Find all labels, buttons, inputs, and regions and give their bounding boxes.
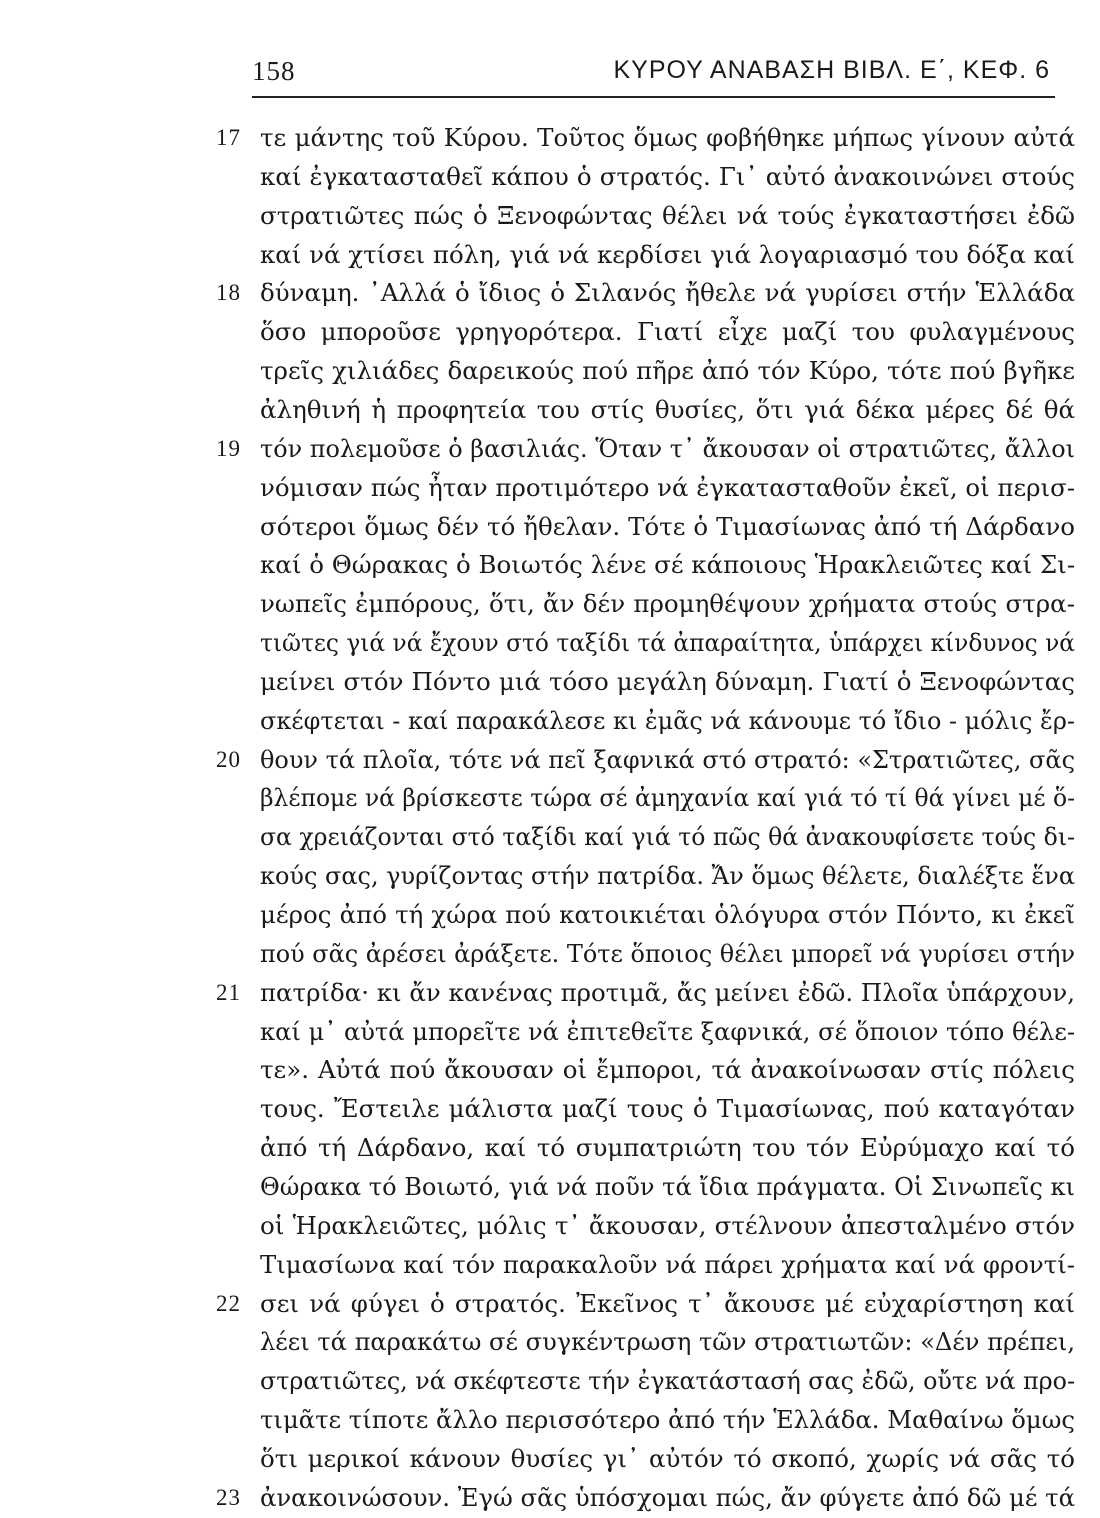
text-line-content: Θώρακα τό Βοιωτό, γιά νά ποῦν τά ἴδια πράγματα. Οἱ Σινωπεῖς κι — [260, 1171, 1075, 1201]
text-line — [260, 1400, 1075, 1440]
text-line — [260, 1089, 1075, 1129]
text-line — [260, 740, 1075, 780]
text-line-content: τρεῖς χιλιάδες δαρεικούς πού πῆρε ἀπό τόν Κύρο, τότε πού βγῆκε — [260, 356, 1075, 386]
running-head: ΚΥΡΟΥ ΑΝΑΒΑΣΗ ΒΙΒΛ. Ε΄, ΚΕΦ. 6 — [613, 56, 1050, 84]
text-line-content: ἀνακοινώσουν. Ἐγώ σᾶς ὑπόσχομαι πώς, ἄν φύγετε ἀπό δῶ μέ τά — [260, 1482, 1075, 1512]
text-line-content: Τιμασίωνα καί τόν παρακαλοῦν νά πάρει χρήματα καί νά φροντί- — [260, 1249, 1075, 1279]
text-line-content: ὅσο μποροῦσε γρηγορότερα. Γιατί εἶχε μαζί του φυλαγμένους — [260, 317, 1075, 347]
text-line — [260, 468, 1075, 508]
text-line-content: ὅτι μερικοί κάνουν θυσίες γι᾽ αὐτόν τό σκοπό, χωρίς νά σᾶς τό — [260, 1443, 1075, 1473]
text-line — [260, 1050, 1075, 1090]
text-line — [260, 934, 1075, 974]
text-line — [260, 118, 1075, 158]
text-line — [260, 623, 1075, 663]
text-line-content: νωπεῖς ἐμπόρους, ὅτι, ἄν δέν προμηθέψουν χρήματα στούς στρα- — [260, 589, 1075, 619]
text-line — [260, 973, 1075, 1013]
text-line-content: τε μάντης τοῦ Κύρου. Τοῦτος ὅμως φοβήθηκε μήπως γίνουν αὐτά — [260, 123, 1075, 152]
text-line-content: στρατιῶτες, νά σκέφτεστε τήν ἐγκατάστασή σας ἐδῶ, οὔτε νά προ- — [260, 1366, 1075, 1396]
text-line-content: στρατιῶτες πώς ὁ Ξενοφώντας θέλει νά τούς ἐγκαταστήσει ἐδῶ — [260, 200, 1075, 230]
text-line — [260, 545, 1075, 585]
text-line — [260, 817, 1075, 857]
text-line — [260, 1206, 1075, 1246]
text-line — [260, 429, 1075, 469]
text-line-content: νόμισαν πώς ἦταν προτιμότερο νά ἐγκατασταθοῦν ἐκεῖ, οἱ περισ- — [260, 472, 1075, 502]
text-line — [260, 1322, 1075, 1362]
text-line-content: βλέπομε νά βρίσκεστε τώρα σέ ἀμηχανία καί γιά τό τί θά γίνει μέ ὅ- — [260, 783, 1075, 813]
text-line — [260, 1012, 1075, 1052]
text-line-content: κούς σας, γυρίζοντας στήν πατρίδα. Ἄν ὅμως θέλετε, διαλέξτε ἕνα — [260, 861, 1075, 891]
text-line-content: καί μ᾽ αὐτά μπορεῖτε νά ἐπιτεθεῖτε ξαφνικά, σέ ὅποιον τόπο θέλε- — [260, 1016, 1075, 1046]
text-line — [260, 312, 1075, 352]
text-line — [260, 351, 1075, 391]
text-line-content: πού σᾶς ἀρέσει ἀράξετε. Τότε ὅποιος θέλει μπορεῖ νά γυρίσει στήν — [260, 938, 1075, 968]
text-line-content: οἱ Ἡρακλειῶτες, μόλις τ᾽ ἄκουσαν, στέλνουν ἀπεσταλμένο στόν — [260, 1210, 1075, 1240]
text-line-content: δύναμη. ᾿Αλλά ὁ ἴδιος ὁ Σιλανός ἤθελε νά γυρίσει στήν Ἑλλάδα — [260, 278, 1075, 308]
text-line — [260, 701, 1075, 741]
text-line-content: καί νά χτίσει πόλη, γιά νά κερδίσει γιά λογαριασμό του δόξα καί — [260, 239, 1075, 269]
text-line-content: τους. Ἔστειλε μάλιστα μαζί τους ὁ Τιμασίωνας, πού καταγόταν — [260, 1094, 1075, 1124]
section-number: 19 — [216, 435, 241, 461]
section-number: 22 — [216, 1290, 241, 1316]
text-line — [260, 778, 1075, 818]
text-line-content: τιῶτες γιά νά ἔχουν στό ταξίδι τά ἀπαραίτητα, ὑπάρχει κίνδυνος νά — [260, 628, 1075, 658]
header-rule — [252, 96, 1055, 98]
text-line — [260, 1284, 1075, 1324]
text-line-content: θουν τά πλοῖα, τότε νά πεῖ ξαφνικά στό στρατό: «Στρατιῶτες, σᾶς — [260, 744, 1075, 774]
text-line — [260, 662, 1075, 702]
text-line-content: καί ἐγκατασταθεῖ κάπου ὁ στρατός. Γι᾽ αὐτό ἀνακοινώνει στούς — [260, 161, 1075, 191]
text-line-content: σότεροι ὅμως δέν τό ἤθελαν. Τότε ὁ Τιμασίωνας ἀπό τή Δάρδανο — [260, 511, 1075, 541]
section-number: 23 — [216, 1484, 241, 1510]
text-line — [260, 390, 1075, 430]
text-line-content: τε». Αὐτά πού ἄκουσαν οἱ ἔμποροι, τά ἀνακοίνωσαν στίς πόλεις — [260, 1055, 1075, 1085]
text-line — [260, 1128, 1075, 1168]
text-line-content: λέει τά παρακάτω σέ συγκέντρωση τῶν στρατιωτῶν: «Δέν πρέπει, — [260, 1327, 1075, 1357]
text-line — [260, 196, 1075, 236]
text-line — [260, 584, 1075, 624]
text-line — [260, 1167, 1075, 1207]
text-line-content: μείνει στόν Πόντο μιά τόσο μεγάλη δύναμη. Γιατί ὁ Ξενοφώντας — [260, 666, 1075, 696]
text-line-content: τιμᾶτε τίποτε ἄλλο περισσότερο ἀπό τήν Ἑλλάδα. Μαθαίνω ὅμως — [260, 1405, 1075, 1435]
text-line — [260, 1439, 1075, 1479]
text-line — [260, 1361, 1075, 1401]
text-line-content: σει νά φύγει ὁ στρατός. Ἐκεῖνος τ᾽ ἄκουσε μέ εὐχαρίστηση καί — [260, 1288, 1075, 1318]
text-line-content: σα χρειάζονται στό ταξίδι καί γιά τό πῶς θά ἀνακουφίσετε τούς δι- — [260, 822, 1075, 852]
section-number: 20 — [216, 746, 241, 772]
text-line — [260, 856, 1075, 896]
text-line-content: μέρος ἀπό τή χώρα πού κατοικιέται ὁλόγυρα στόν Πόντο, κι ἐκεῖ — [260, 900, 1075, 929]
text-line — [260, 1478, 1075, 1518]
text-line — [260, 507, 1075, 547]
text-line-content: σκέφτεται - καί παρακάλεσε κι ἐμᾶς νά κάνουμε τό ἴδιο - μόλις ἔρ- — [260, 705, 1075, 735]
text-line-content: πατρίδα· κι ἄν κανένας προτιμᾶ, ἄς μείνει ἐδῶ. Πλοῖα ὑπάρχουν, — [260, 977, 1075, 1007]
text-line — [260, 273, 1075, 313]
section-number: 17 — [216, 125, 241, 150]
text-line-content: καί ὁ Θώρακας ὁ Βοιωτός λένε σέ κάποιους Ἡρακλειῶτες καί Σι- — [260, 550, 1075, 580]
text-line — [260, 235, 1075, 275]
text-line — [260, 1245, 1075, 1285]
section-number: 18 — [216, 280, 241, 306]
text-line-content: ἀληθινή ἡ προφητεία του στίς θυσίες, ὅτι γιά δέκα μέρες δέ θά — [260, 394, 1075, 424]
page-number: 158 — [252, 56, 296, 86]
text-line — [260, 157, 1075, 197]
text-line — [260, 895, 1075, 935]
text-line-content: τόν πολεμοῦσε ὁ βασιλιάς. Ὅταν τ᾽ ἄκουσαν οἱ στρατιῶτες, ἄλλοι — [260, 433, 1075, 463]
section-number: 21 — [216, 979, 241, 1005]
text-line-content: ἀπό τή Δάρδανο, καί τό συμπατριώτη του τόν Εὐρύμαχο καί τό — [260, 1133, 1075, 1163]
